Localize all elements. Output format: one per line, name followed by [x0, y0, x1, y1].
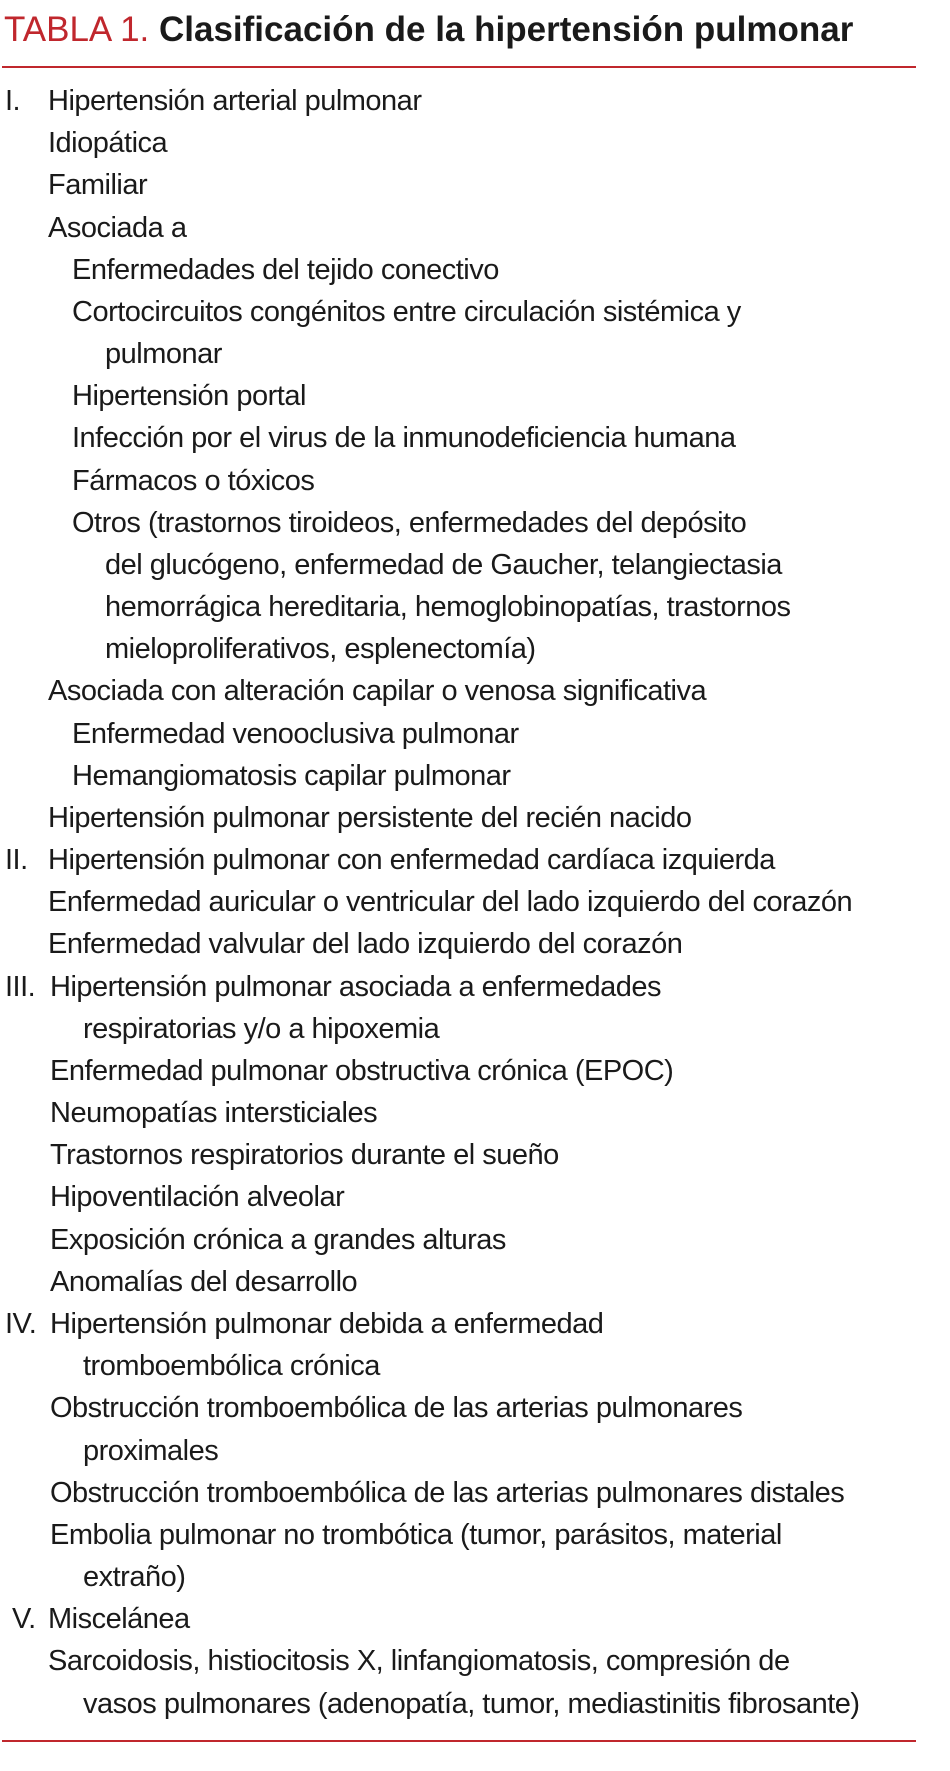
list-item-text: Trastornos respiratorios durante el sueño [50, 1139, 559, 1172]
continuation-line [0, 544, 940, 586]
list-item-text: Enfermedad pulmonar obstructiva crónica (EPOC) [50, 1054, 674, 1087]
list-item [0, 923, 940, 965]
list-item [0, 1387, 940, 1429]
list-item-text: Exposición crónica a grandes alturas [50, 1223, 506, 1256]
group-heading-row [0, 80, 940, 122]
list-item [0, 670, 940, 712]
continuation-text: vasos pulmonares (adenopatía, tumor, mediastinitis fibrosante) [83, 1687, 860, 1720]
table-number-label: TABLA 1. [4, 10, 150, 49]
continuation-line [0, 1345, 940, 1387]
list-item [0, 1472, 940, 1514]
sub-list-item [0, 417, 940, 459]
list-item-text: Embolia pulmonar no trombótica (tumor, parásitos, material [50, 1518, 782, 1551]
list-item [0, 1092, 940, 1134]
sub-list-item-text: Hemangiomatosis capilar pulmonar [72, 759, 511, 792]
list-item-text: Obstrucción tromboembólica de las arterias pulmonares [50, 1392, 743, 1425]
group-number: II. [5, 844, 28, 877]
sub-list-item [0, 713, 940, 755]
list-item-text: Hipertensión pulmonar persistente del recién nacido [48, 801, 692, 834]
group-number: V. [12, 1603, 36, 1636]
group-heading: Miscelánea [48, 1603, 190, 1636]
continuation-line [0, 333, 940, 375]
sub-list-item [0, 755, 940, 797]
group-number: IV. [5, 1307, 37, 1340]
group-heading-row [0, 839, 940, 881]
top-rule [2, 66, 916, 68]
sub-list-item-text: Infección por el virus de la inmunodeficiencia humana [72, 422, 736, 455]
list-item [0, 1640, 940, 1682]
classification-list [0, 80, 940, 1725]
list-item [0, 164, 940, 206]
group-heading: Hipertensión pulmonar asociada a enfermedades [50, 970, 662, 1003]
continuation-text: proximales [83, 1434, 219, 1467]
list-item [0, 1134, 940, 1176]
list-item [0, 797, 940, 839]
continuation-text: respiratorias y/o a hipoxemia [83, 1012, 440, 1045]
list-item-text: Familiar [48, 169, 148, 202]
list-item [0, 1176, 940, 1218]
continuation-line [0, 1430, 940, 1472]
continuation-line [0, 1683, 940, 1725]
sub-list-item-text: Enfermedades del tejido conectivo [72, 253, 499, 286]
continuation-line [0, 1556, 940, 1598]
sub-list-item [0, 460, 940, 502]
list-item-text: Hipoventilación alveolar [50, 1181, 345, 1214]
sub-list-item [0, 249, 940, 291]
sub-list-item-text: Otros (trastornos tiroideos, enfermedades del depósito [72, 506, 747, 539]
group-heading: Hipertensión pulmonar debida a enfermedad [50, 1307, 604, 1340]
sub-list-item [0, 502, 940, 544]
sub-list-item-text: Hipertensión portal [72, 380, 306, 413]
sub-list-item-text: Enfermedad venooclusiva pulmonar [72, 717, 519, 750]
group-heading-row [0, 1598, 940, 1640]
continuation-text: mieloproliferativos, esplenectomía) [105, 633, 536, 666]
list-item-text: Neumopatías intersticiales [50, 1097, 378, 1130]
list-item [0, 1219, 940, 1261]
list-item-text: Sarcoidosis, histiocitosis X, linfangiomatosis, compresión de [48, 1645, 790, 1678]
list-item-text: Enfermedad valvular del lado izquierdo del corazón [48, 928, 683, 961]
continuation-line [0, 1008, 940, 1050]
continuation-text: pulmonar [105, 338, 222, 371]
list-item [0, 1261, 940, 1303]
continuation-line [0, 586, 940, 628]
continuation-text: del glucógeno, enfermedad de Gaucher, telangiectasia [105, 548, 782, 581]
continuation-text: extraño) [83, 1561, 186, 1594]
continuation-text: hemorrágica hereditaria, hemoglobinopatías, trastornos [105, 591, 791, 624]
sub-list-item-text: Cortocircuitos congénitos entre circulación sistémica y [72, 295, 741, 328]
bottom-rule [2, 1740, 916, 1742]
list-item [0, 207, 940, 249]
table-title [4, 8, 853, 52]
group-heading: Hipertensión pulmonar con enfermedad cardíaca izquierda [48, 844, 775, 877]
list-item-text: Asociada a [48, 211, 187, 244]
list-item-text: Obstrucción tromboembólica de las arterias pulmonares distales [50, 1476, 845, 1509]
sub-list-item [0, 291, 940, 333]
group-number: III. [5, 970, 36, 1003]
list-item [0, 122, 940, 164]
list-item-text: Asociada con alteración capilar o venosa significativa [48, 675, 707, 708]
table-heading: Clasificación de la hipertensión pulmonar [159, 10, 854, 49]
group-heading-row [0, 966, 940, 1008]
list-item-text: Anomalías del desarrollo [50, 1265, 358, 1298]
group-number: I. [5, 85, 21, 117]
continuation-line [0, 628, 940, 670]
list-item-text: Idiopática [48, 127, 168, 160]
sub-list-item [0, 375, 940, 417]
list-item [0, 881, 940, 923]
list-item [0, 1514, 940, 1556]
group-heading-row [0, 1303, 940, 1345]
sub-list-item-text: Fármacos o tóxicos [72, 464, 315, 497]
list-item-text: Enfermedad auricular o ventricular del lado izquierdo del corazón [48, 886, 853, 919]
list-item [0, 1050, 940, 1092]
continuation-text: tromboembólica crónica [83, 1350, 380, 1383]
group-heading: Hipertensión arterial pulmonar [48, 85, 422, 117]
